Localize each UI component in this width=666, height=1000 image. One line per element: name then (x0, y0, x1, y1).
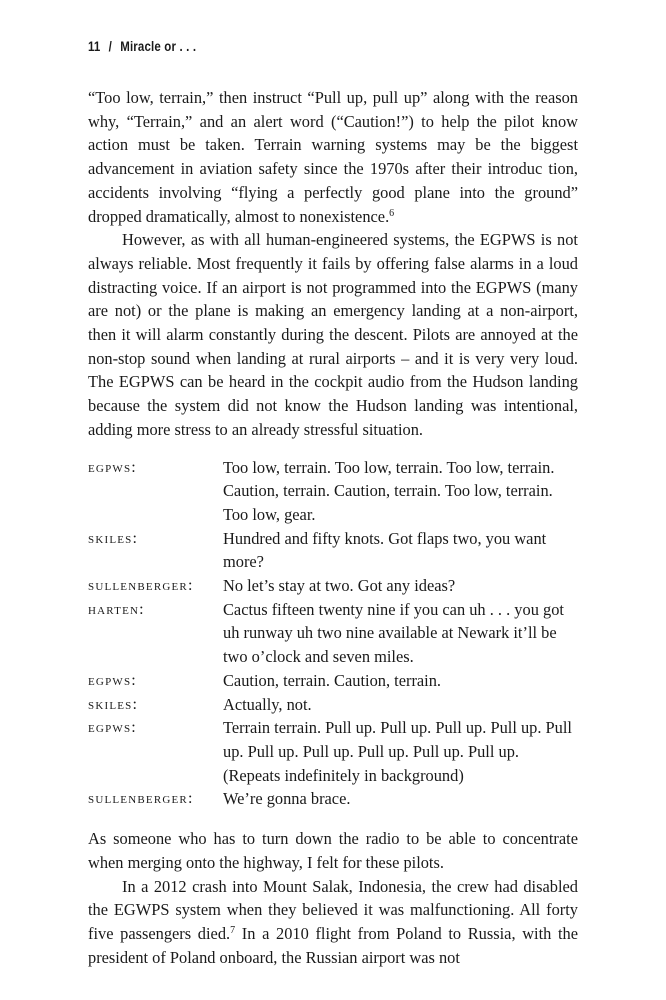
speech-text: No let’s stay at two. Got any ideas? (223, 576, 456, 596)
paragraph-2: However, as with all human-engineered systems, the EGPWS is not always reliable. Most frequently it fails by offering false alarms in a loud distracting voice. If an airport is not programmed into the EGPWS (many are not) or the plane is making an emergency landing at a non-airport, then it will alarm constantly during the descent. Pilots are annoyed at the non-stop sound when landing at rural airports – and it is very very loud. The EGPWS can be heard in the cockpit audio from the Hudson landing because the system did not know the Hudson landing was intentional, adding more stress to an already stressful situation. (88, 230, 578, 439)
page-number: 11 (88, 38, 101, 54)
speaker-label: skiles: (88, 695, 139, 713)
body-text (88, 86, 578, 969)
transcript-row (88, 693, 578, 717)
transcript-row (88, 456, 578, 527)
speech-text: We’re gonna brace. (223, 789, 351, 809)
paragraph-4-text-b: In a 2010 flight from Poland to Russia, with the president of Poland onboard, the Russian airport was not (88, 923, 579, 967)
speech-text: Too low, terrain. Too low, terrain. Too low, terrain. Caution, terrain. Caution, terrain. Too low, terrain. Too low, gear. (223, 457, 555, 524)
transcript-row (88, 574, 578, 598)
speech-text: Caution, terrain. Caution, terrain. (223, 670, 442, 690)
transcript-row (88, 787, 578, 811)
chapter-title: Miracle or . . . (120, 38, 197, 54)
paragraph-3: As someone who has to turn down the radio to be able to concentrate when merging onto the highway, I felt for these pilots. (88, 829, 578, 872)
running-head (88, 38, 196, 54)
speech-text: Hundred and fifty knots. Got flaps two, you want more? (223, 528, 547, 572)
transcript-row (88, 527, 578, 574)
paragraph-1-text: “Too low, terrain,” then instruct “Pull up, pull up” along with the reason why, “Terrain,” and an alert word (“Caution!”) to help the pilot know action must be taken. Terrain warning systems may be the biggest advancement in aviation safety since the 1970s after their introduc tion, accidents involving “flying a perfectly good plane into the ground” dropped dramatically, almost to nonexistence. (88, 88, 578, 226)
speaker-label: egpws: (88, 719, 137, 737)
transcript-row (88, 716, 578, 787)
paragraph-1 (88, 86, 578, 228)
speech-text: Terrain terrain. Pull up. Pull up. Pull up. Pull up. Pull up. Pull up. Pull up. Pull up. Pull up. Pull up. (Repeats indefinitely in background) (223, 718, 572, 785)
cockpit-transcript (88, 456, 578, 812)
paragraph-4-text-a: In a 2012 crash into Mount Salak, Indonesia, the crew had disabled the EGWPS system when they believed it was malfunctioning. All forty five passengers died. (88, 876, 578, 943)
speech-text: Cactus fifteen twenty nine if you can uh . . . you got uh runway uh two nine available at Newark it’ll be two o’clock and seven miles. (223, 599, 564, 667)
footnote-ref-7: 7 (230, 924, 236, 936)
speaker-label: sullenberger: (88, 790, 194, 808)
footnote-ref-6: 6 (389, 207, 395, 219)
speaker-label: skiles: (88, 529, 139, 547)
paragraph-4 (88, 875, 578, 970)
transcript-row (88, 598, 578, 669)
speaker-label: egpws: (88, 458, 137, 476)
speech-text: Actually, not. (223, 694, 312, 714)
speaker-label: egpws: (88, 671, 137, 689)
speaker-label: sullenberger: (88, 577, 194, 595)
speaker-label: harten: (88, 600, 145, 618)
header-separator: / (108, 38, 113, 54)
transcript-row (88, 669, 578, 693)
